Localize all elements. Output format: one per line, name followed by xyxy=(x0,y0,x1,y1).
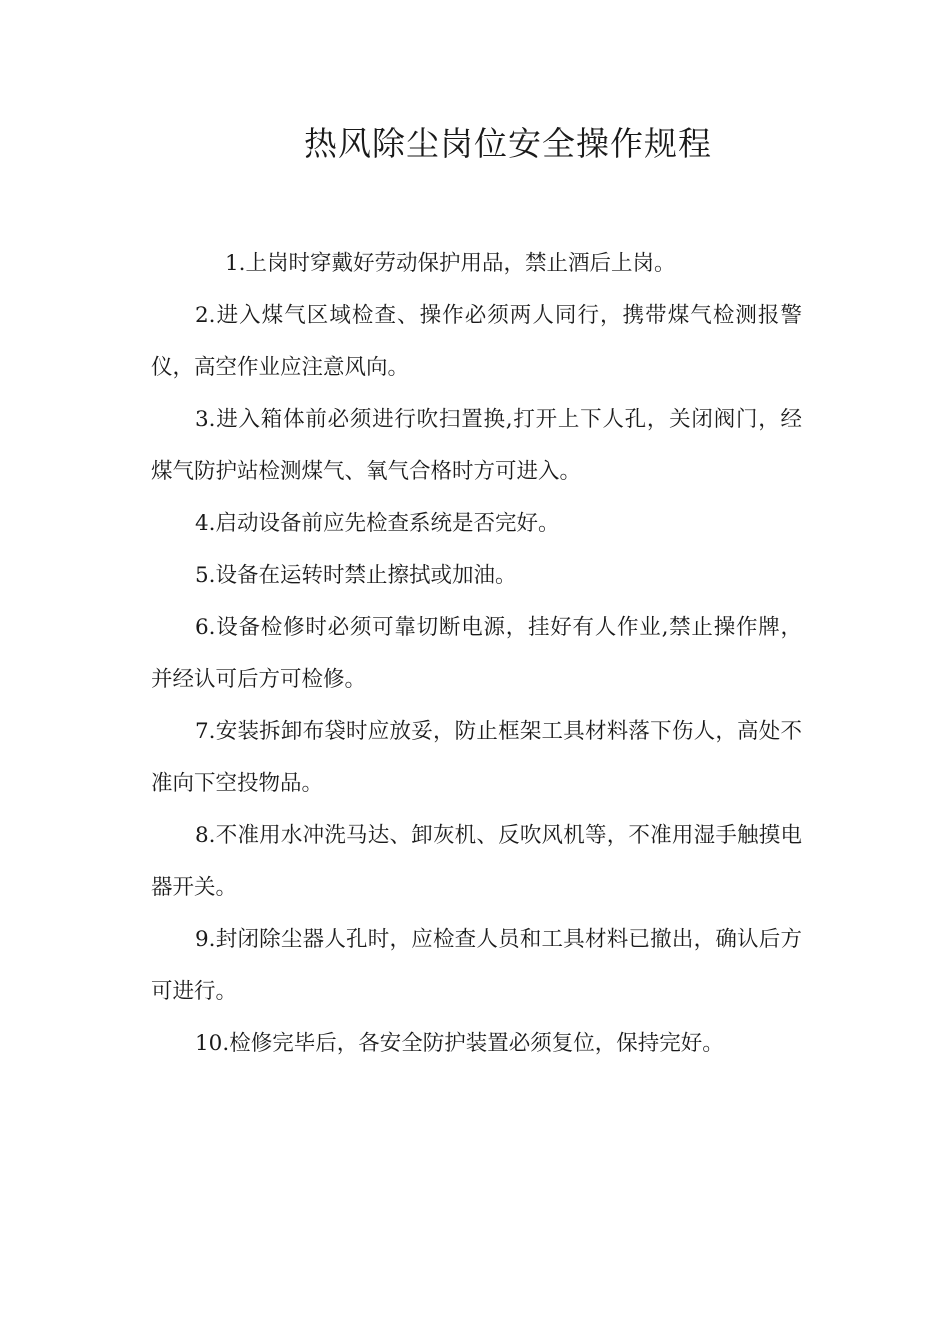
rule-10: 10.检修完毕后，各安全防护装置必须复位，保持完好。 xyxy=(195,1031,724,1056)
document-title: 热风除尘岗位安全操作规程 xyxy=(304,124,712,163)
rule-6: 6.设备检修时必须可靠切断电源，挂好有人作业,禁止操作牌，并经认可后方可检修。 xyxy=(151,615,802,692)
rule-8: 8.不准用水冲洗马达、卸灰机、反吹风机等，不准用湿手触摸电器开关。 xyxy=(151,823,802,900)
rule-7: 7.安装拆卸布袋时应放妥，防止框架工具材料落下伤人，高处不准向下空投物品。 xyxy=(151,719,802,796)
rules-body xyxy=(151,238,802,1070)
rule-4: 4.启动设备前应先检查系统是否完好。 xyxy=(195,511,560,536)
rule-1: 1.上岗时穿戴好劳动保护用品，禁止酒后上岗。 xyxy=(225,251,676,276)
rule-5: 5.设备在运转时禁止擦拭或加油。 xyxy=(195,563,517,588)
rule-3: 3.进入箱体前必须进行吹扫置换,打开上下人孔，关闭阀门，经煤气防护站检测煤气、氧气合格时方可进入。 xyxy=(151,407,802,484)
rule-9: 9.封闭除尘器人孔时，应检查人员和工具材料已撤出，确认后方可进行。 xyxy=(151,927,802,1004)
rule-2: 2.进入煤气区域检查、操作必须两人同行，携带煤气检测报警仪，高空作业应注意风向。 xyxy=(151,303,802,380)
